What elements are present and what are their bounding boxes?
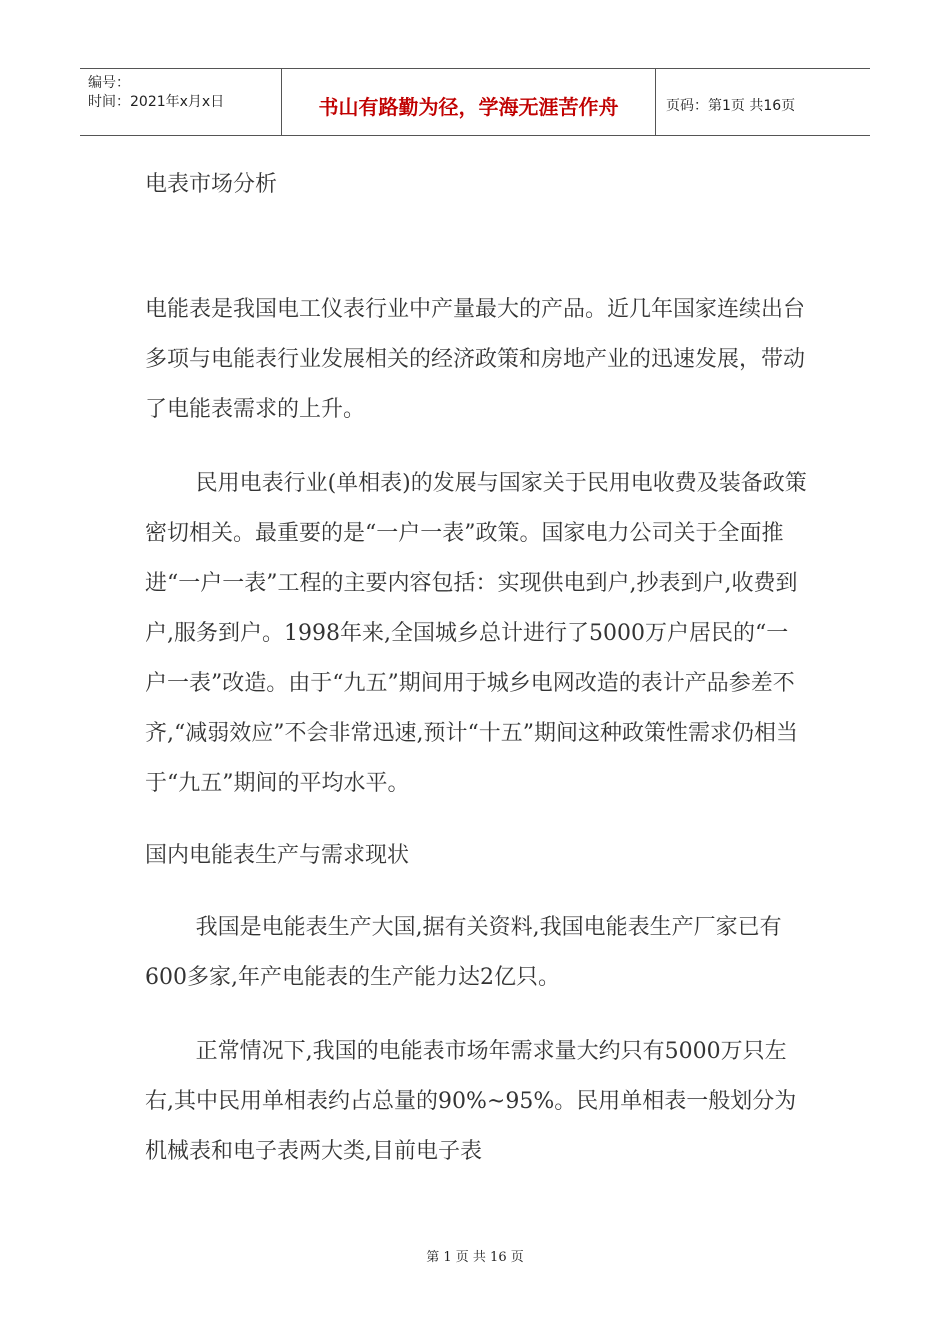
paragraph-4: 正常情况下,我国的电能表市场年需求量大约只有5000万只左右,其中民用单相表约占总量的90%~95%。民用单相表一般划分为机械表和电子表两大类,目前电子表 bbox=[145, 1039, 797, 1164]
paragraph-3: 我国是电能表生产大国,据有关资料,我国电能表生产厂家已有600多家,年产电能表的生产能力达2亿只。 bbox=[145, 915, 782, 990]
page-footer: 第 1 页 共 16 页 bbox=[426, 1250, 524, 1265]
spacer bbox=[145, 210, 810, 285]
paragraph-1: 电能表是我国电工仪表行业中产量最大的产品。近几年国家连续出台多项与电能表行业发展相关的经济政策和房地产业的迅速发展，带动了电能表需求的上升。 bbox=[145, 297, 806, 422]
paragraph-2: 民用电表行业(单相表)的发展与国家关于民用电收费及装备政策密切相关。最重要的是“一户一表”政策。国家电力公司关于全面推进“一户一表”工程的主要内容包括：实现供电到户,抄表到户,收费到户,服务到户。1998年来,全国城乡总计进行了5000万户居民的“一户一表”改造。由于“九五”期间用于城乡电网改造的表计产品参差不齐,“减弱效应”不会非常迅速,预计“十五”期间这种政策性需求仍相当于“九五”期间的平均水平。 bbox=[145, 471, 807, 796]
spacer bbox=[145, 881, 810, 903]
header-info-cell bbox=[80, 69, 282, 135]
spacer bbox=[145, 435, 810, 459]
document-title: 电表市场分析 bbox=[145, 172, 278, 197]
header-page-cell bbox=[656, 69, 870, 135]
spacer bbox=[145, 1003, 810, 1027]
number-label: 编号： bbox=[88, 75, 130, 91]
motto-text: 书山有路勤为径，学海无涯苦作舟 bbox=[318, 95, 619, 119]
time-label: 时间：2021年x月x日 bbox=[88, 94, 225, 110]
page-header bbox=[80, 68, 870, 136]
spacer bbox=[145, 809, 810, 831]
section-heading: 国内电能表生产与需求现状 bbox=[145, 843, 410, 868]
document-body bbox=[145, 160, 810, 1177]
header-motto-cell bbox=[282, 69, 656, 135]
page-info: 页码：第1页 共16页 bbox=[666, 98, 796, 114]
